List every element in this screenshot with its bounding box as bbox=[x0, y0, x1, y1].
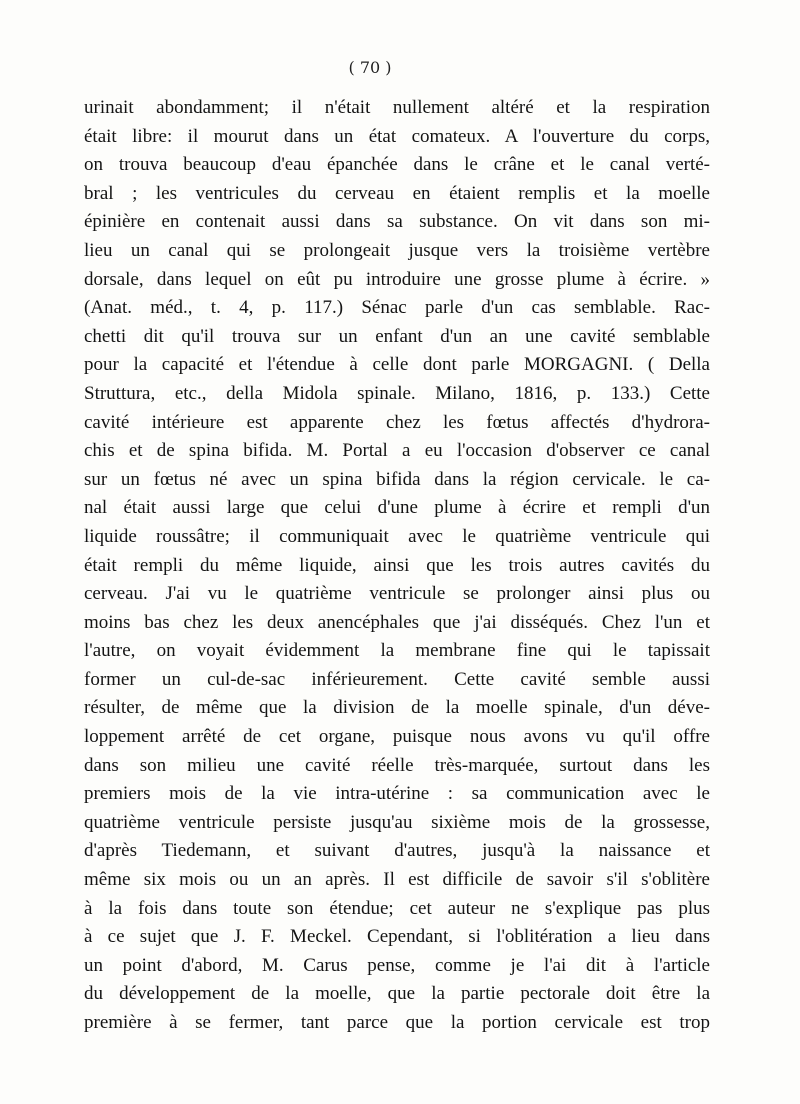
text-line: à ce sujet que J. F. Meckel. Cependant, si l'oblitération a lieu dans bbox=[84, 926, 710, 948]
text-line: (Anat. méd., t. 4, p. 117.) Sénac parle d'un cas semblable. Rac- bbox=[84, 297, 710, 319]
text-line: cerveau. J'ai vu le quatrième ventricule se prolonger ainsi plus ou bbox=[84, 583, 710, 605]
text-line: sur un fœtus né avec un spina bifida dans la région cervicale. le ca- bbox=[84, 468, 710, 490]
text-line: résulter, de même que la division de la moelle spinale, d'un déve- bbox=[84, 697, 710, 719]
text-line: était libre: il mourut dans un état comateux. A l'ouverture du corps, bbox=[84, 125, 710, 147]
text-line: quatrième ventricule persiste jusqu'au sixième mois de la grossesse, bbox=[84, 811, 710, 833]
text-line: première à se fermer, tant parce que la portion cervicale est trop bbox=[84, 1012, 710, 1033]
text-line: nal était aussi large que celui d'une plume à écrire et rempli d'un bbox=[84, 497, 710, 519]
text-line: on trouva beaucoup d'eau épanchée dans le crâne et le canal verté- bbox=[84, 154, 710, 176]
text-line: lieu un canal qui se prolongeait jusque vers la troisième vertèbre bbox=[84, 239, 710, 261]
text-line: former un cul-de-sac inférieurement. Cette cavité semble aussi bbox=[84, 668, 710, 690]
text-line: à la fois dans toute son étendue; cet auteur ne s'explique pas plus bbox=[84, 897, 710, 919]
text-line: moins bas chez les deux anencéphales que j'ai disséqués. Chez l'un et bbox=[84, 611, 710, 633]
text-line: loppement arrêté de cet organe, puisque nous avons vu qu'il offre bbox=[84, 726, 710, 748]
text-line: épinière en contenait aussi dans sa substance. On vit dans son mi- bbox=[84, 211, 710, 233]
page-number: ( 70 ) bbox=[348, 58, 392, 77]
text-line: bral ; les ventricules du cerveau en étaient remplis et la moelle bbox=[84, 182, 710, 204]
text-line: l'autre, on voyait évidemment la membrane fine qui le tapissait bbox=[84, 640, 710, 662]
text-line: cavité intérieure est apparente chez les fœtus affectés d'hydrora- bbox=[84, 411, 710, 433]
text-line: du développement de la moelle, que la partie pectorale doit être la bbox=[84, 983, 710, 1005]
text-line: même six mois ou un an après. Il est difficile de savoir s'il s'oblitère bbox=[84, 869, 710, 891]
text-line: chetti dit qu'il trouva sur un enfant d'un an une cavité semblable bbox=[84, 325, 710, 347]
text-line: pour la capacité et l'étendue à celle dont parle MORGAGNI. ( Della bbox=[84, 354, 710, 376]
text-line: urinait abondamment; il n'était nullement altéré et la respiration bbox=[84, 97, 710, 118]
text-line: liquide roussâtre; il communiquait avec le quatrième ventricule qui bbox=[84, 525, 710, 547]
text-line: chis et de spina bifida. M. Portal a eu l'occasion d'observer ce canal bbox=[84, 440, 710, 462]
text-line: dorsale, dans lequel on eût pu introduire une grosse plume à écrire. » bbox=[84, 268, 710, 290]
text-line: dans son milieu une cavité réelle très-marquée, surtout dans les bbox=[84, 754, 710, 776]
text-line: premiers mois de la vie intra-utérine : sa communication avec le bbox=[84, 783, 710, 805]
text-line: d'après Tiedemann, et suivant d'autres, jusqu'à la naissance et bbox=[84, 840, 710, 862]
text-line: était rempli du même liquide, ainsi que les trois autres cavités du bbox=[84, 554, 710, 576]
body-text bbox=[84, 94, 710, 1038]
text-line: Struttura, etc., della Midola spinale. Milano, 1816, p. 133.) Cette bbox=[84, 382, 710, 404]
text-line: un point d'abord, M. Carus pense, comme je l'ai dit à l'article bbox=[84, 954, 710, 976]
